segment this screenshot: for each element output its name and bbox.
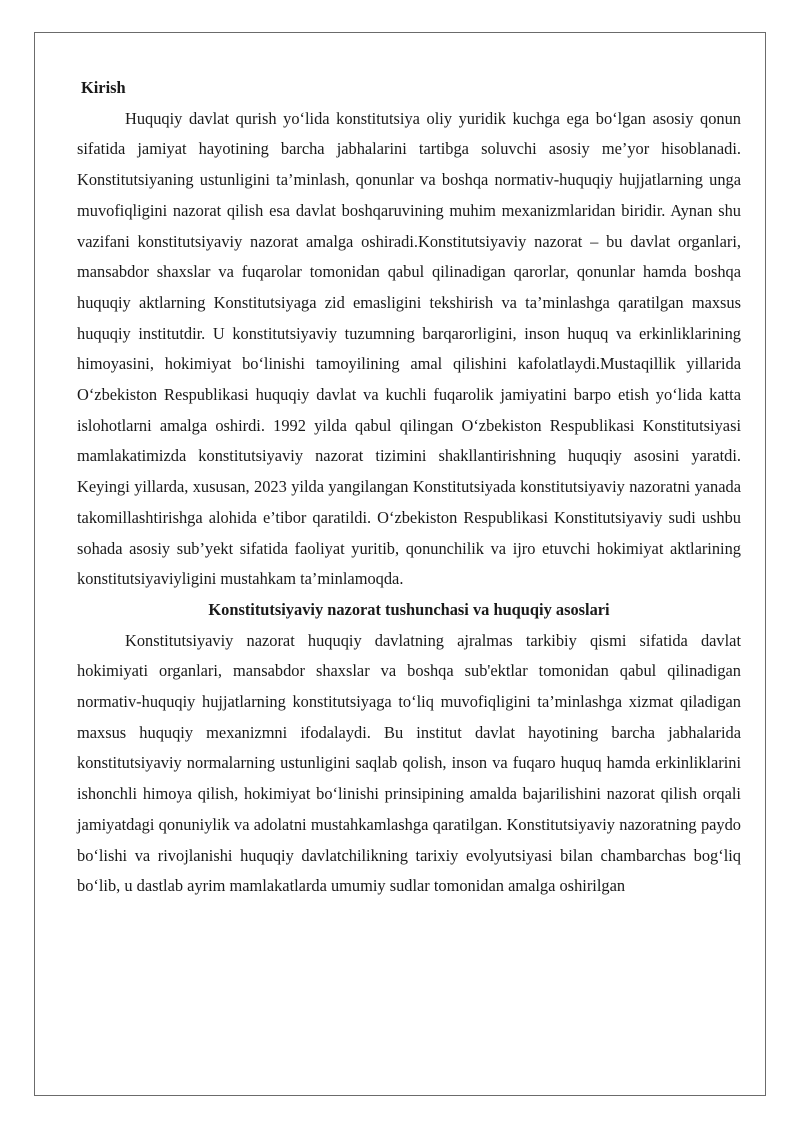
intro-heading: Kirish: [81, 78, 126, 97]
section-heading: Konstitutsiyaviy nazorat tushunchasi va huquqiy asoslari: [208, 599, 610, 619]
intro-paragraph: Huquqiy davlat qurish yo‘lida konstitutsiya oliy yuridik kuchga ega bo‘lgan asosiy qonun sifatida jamiyat hayotining barcha jabhalarini tartibga soluvchi asosiy me’yor hisoblanadi. Konstitutsiyaning ustunligini ta’minlash, qonunlar va boshqa normativ-huquqiy hujjatlarning unga muvofiqligini nazorat qilish esa davlat boshqaruvining muhim mexanizmlaridan biridir. Aynan shu vazifani konstitutsiyaviy nazorat amalga oshiradi.Konstitutsiyaviy nazorat – bu davlat organlari, mansabdor shaxslar va fuqarolar tomonidan qabul qilinadigan qarorlar, qonunlar hamda boshqa huquqiy aktlarning Konstitutsiyaga zid emasligini tekshirish va ta’minlashga qaratilgan maxsus huquqiy institutdir. U konstitutsiyaviy tuzumning barqarorligini, inson huquq va erkinliklarining himoyasini, hokimiyat bo‘linishi tamoyilining amal qilishini kafolatlaydi.Mustaqillik yillarida O‘zbekiston Respublikasi huquqiy davlat va kuchli fuqarolik jamiyatini barpo etish yo‘lida katta islohotlarni amalga oshirdi. 1992 yilda qabul qilingan O‘zbekiston Respublikasi Konstitutsiyasi mamlakatimizda konstitutsiyaviy nazorat tizimini shakllantirishning huquqiy asosini yaratdi. Keyingi yillarda, xususan, 2023 yilda yangilangan Konstitutsiyada konstitutsiyaviy nazoratni yanada takomillashtirishga alohida e’tibor qaratildi. O‘zbekiston Respublikasi Konstitutsiyaviy sudi ushbu sohada asosiy sub’yekt sifatida faoliyat yuritib, qonunchilik va ijro etuvchi hokimiyat aktlarining konstitutsiyaviyligini mustahkam ta’minlamoqda.: [77, 108, 741, 589]
section-paragraph: Konstitutsiyaviy nazorat huquqiy davlatning ajralmas tarkibiy qismi sifatida davlat hokimiyati organlari, mansabdor shaxslar va boshqa sub'ektlar tomonidan qabul qilinadigan normativ-huquqiy hujjatlarning konstitutsiyaga to‘liq muvofiqligini ta’minlashga xizmat qiladigan maxsus huquqiy mexanizmni ifodalaydi. Bu institut davlat hayotining barcha jabhalarida konstitutsiyaviy normalarning ustunligini saqlab qolish, inson va fuqaro huquq hamda erkinliklarini ishonchli himoya qilish, hokimiyat bo‘linishi prinsipining amalda bajarilishini nazorat qilish orqali jamiyatdagi qonuniylik va adolatni mustahkamlashga qaratilgan. Konstitutsiyaviy nazoratning paydo bo‘lishi va rivojlanishi huquqiy davlatchilikning tarixiy evolyutsiyasi bilan chambarchas bog‘liq bo‘lib, u dastlab ayrim mamlakatlarda umumiy sudlar tomonidan amalga oshirilgan: [77, 630, 741, 896]
document-body: [77, 73, 741, 902]
